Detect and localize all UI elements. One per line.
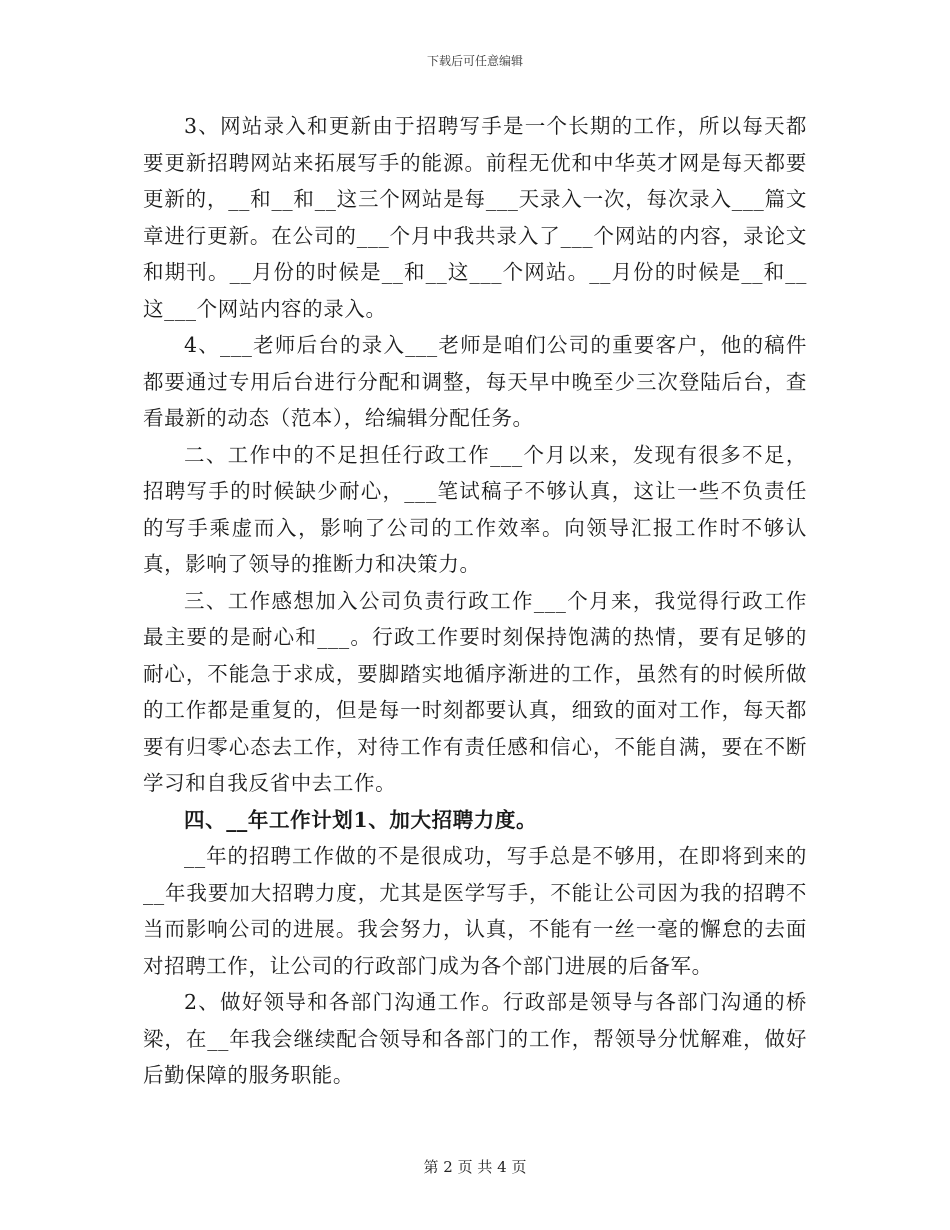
paragraph-teacher-backend: 4、___老师后台的录入___老师是咱们公司的重要客户，他的稿件都要通过专用后台进行分配和调整，每天早中晚至少三次登陆后台，查看最新的动态（范本），给编辑分配任务。 — [143, 333, 807, 430]
page-number: 第 2 页 共 4 页 — [423, 1158, 527, 1176]
paragraph-website-entry: 3、网站录入和更新由于招聘写手是一个长期的工作，所以每天都要更新招聘网站来拓展写手的能源。前程无优和中华英才网是每天都要更新的，__和__和__这三个网站是每___天录入一次，每次录入___篇文章进行更新。在公司的___个月中我共录入了___个网站的内容，录论文和期刊。__月份的时候是__和__这___个网站。__月份的时候是__和__这___个网站内容的录入。 — [143, 114, 807, 321]
page-header: 下载后可任意编辑 — [426, 54, 523, 68]
paragraph-shortcomings: 二、工作中的不足担任行政工作___个月以来，发现有很多不足，招聘写手的时候缺少耐心，___笔试稿子不够认真，这让一些不负责任的写手乘虚而入，影响了公司的工作效率。向领导汇报工作时不够认真，影响了领导的推断力和决策力。 — [143, 442, 807, 576]
document-body — [143, 108, 807, 1094]
paragraph-recruitment: __年的招聘工作做的不是很成功，写手总是不够用，在即将到来的__年我要加大招聘力度，尤其是医学写手，不能让公司因为我的招聘不当而影响公司的进展。我会努力，认真，不能有一丝一毫的懈怠的去面对招聘工作，让公司的行政部门成为各个部门进展的后备军。 — [143, 844, 807, 978]
paragraph-communication: 2、做好领导和各部门沟通工作。行政部是领导与各部门沟通的桥梁，在__年我会继续配合领导和各部门的工作，帮领导分忧解难，做好后勤保障的服务职能。 — [143, 990, 807, 1087]
paragraph-reflections: 三、工作感想加入公司负责行政工作___个月来，我觉得行政工作最主要的是耐心和___。行政工作要时刻保持饱满的热情，要有足够的耐心，不能急于求成，要脚踏实地循序渐进的工作，虽然有的时候所做的工作都是重复的，但是每一时刻都要认真，细致的面对工作，每天都要有归零心态去工作，对待工作有责任感和信心，不能自满，要在不断学习和自我反省中去工作。 — [143, 588, 807, 795]
section-heading-work-plan: 四、__年工作计划1、加大招聘力度。 — [184, 807, 538, 832]
